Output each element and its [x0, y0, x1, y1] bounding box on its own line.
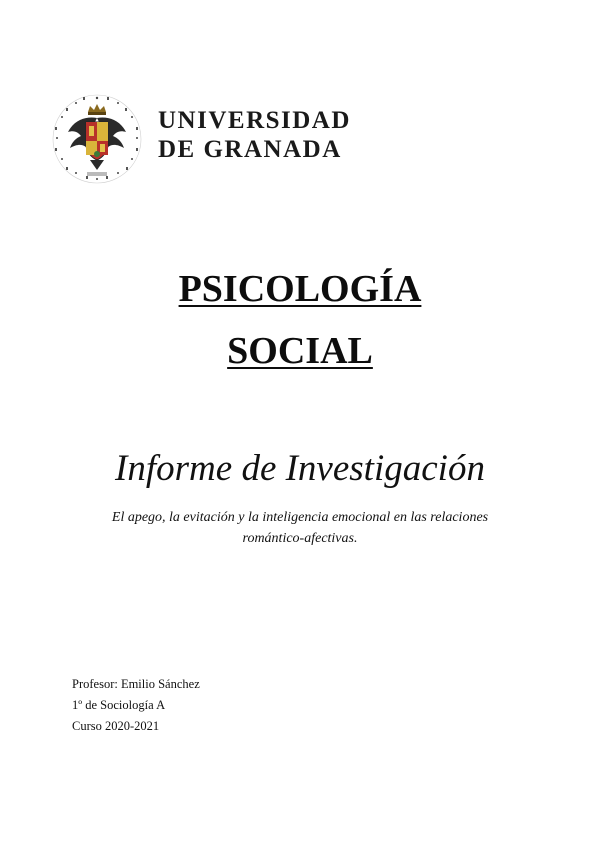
university-name	[158, 108, 351, 162]
professor-line: Profesor: Emilio Sánchez	[72, 677, 200, 691]
academic-year-line: Curso 2020-2021	[72, 719, 160, 733]
report-type-heading: Informe de Investigación	[115, 448, 485, 489]
report-subtitle-line2: romántico-afectivas.	[242, 531, 358, 546]
university-name-line1: UNIVERSIDAD	[158, 107, 351, 134]
title-line1: PSICOLOGÍA	[178, 268, 422, 310]
author-info	[72, 674, 200, 737]
course-group-line: 1º de Sociología A	[72, 698, 166, 712]
title-line2: SOCIAL	[227, 330, 373, 372]
report-subtitle	[70, 507, 530, 549]
university-name-line2: DE GRANADA	[158, 136, 342, 163]
university-logo	[50, 92, 360, 188]
report-subtitle-line1: El apego, la evitación y la inteligencia emocional en las relaciones	[111, 510, 489, 525]
university-seal-icon	[50, 92, 144, 186]
